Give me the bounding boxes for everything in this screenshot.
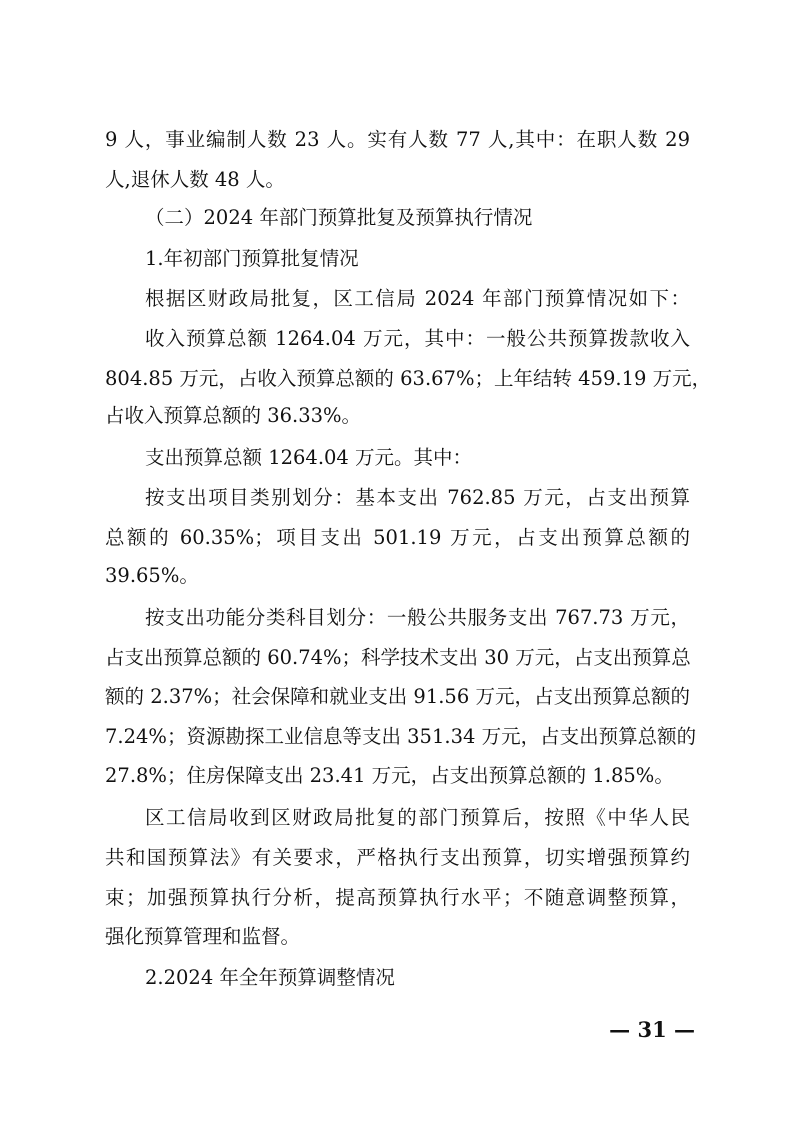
page-number: — 31 — [609, 1017, 695, 1042]
body-text-line: 人,退休人数 48 人。 [105, 168, 285, 191]
body-text-line: 按支出功能分类科目划分：一般公共服务支出 767.73 万元， [145, 606, 690, 629]
section-heading: （二）2024 年部门预算批复及预算执行情况 [145, 206, 533, 229]
body-text-line: 按支出项目类别划分：基本支出 762.85 万元，占支出预算 [145, 486, 690, 509]
body-text-line: 27.8%；住房保障支出 23.41 万元，占支出预算总额的 1.85%。 [105, 764, 674, 787]
body-text-line: 9 人，事业编制人数 23 人。实有人数 77 人,其中：在职人数 29 [105, 128, 690, 151]
body-text-line: 根据区财政局批复，区工信局 2024 年部门预算情况如下： [145, 287, 690, 310]
body-text-line: 占支出预算总额的 60.74%；科学技术支出 30 万元，占支出预算总 [105, 646, 691, 669]
subsection-heading: 1.年初部门预算批复情况 [145, 247, 359, 270]
body-text-line: 束；加强预算执行分析，提高预算执行水平；不随意调整预算， [105, 886, 690, 909]
body-text-line: 804.85 万元，占收入预算总额的 63.67%；上年结转 459.19 万元， [105, 367, 712, 390]
body-text-line: 支出预算总额 1264.04 万元。其中： [145, 446, 473, 469]
body-text-line: 共和国预算法》有关要求，严格执行支出预算，切实增强预算约 [105, 846, 690, 869]
body-text-line: 总额的 60.35%；项目支出 501.19 万元，占支出预算总额的 [105, 526, 690, 549]
body-text-line: 7.24%；资源勘探工业信息等支出 351.34 万元，占支出预算总额的 [105, 725, 697, 748]
subsection-heading: 2.2024 年全年预算调整情况 [145, 966, 395, 989]
body-text-line: 区工信局收到区财政局批复的部门预算后，按照《中华人民 [145, 806, 690, 829]
body-text-line: 强化预算管理和监督。 [105, 925, 301, 948]
body-text-line: 占收入预算总额的 36.33%。 [105, 404, 362, 427]
body-text-line: 收入预算总额 1264.04 万元，其中：一般公共预算拨款收入 [145, 327, 690, 350]
body-text-line: 39.65%。 [105, 564, 199, 587]
body-text-line: 额的 2.37%；社会保障和就业支出 91.56 万元，占支出预算总额的 [105, 685, 690, 708]
